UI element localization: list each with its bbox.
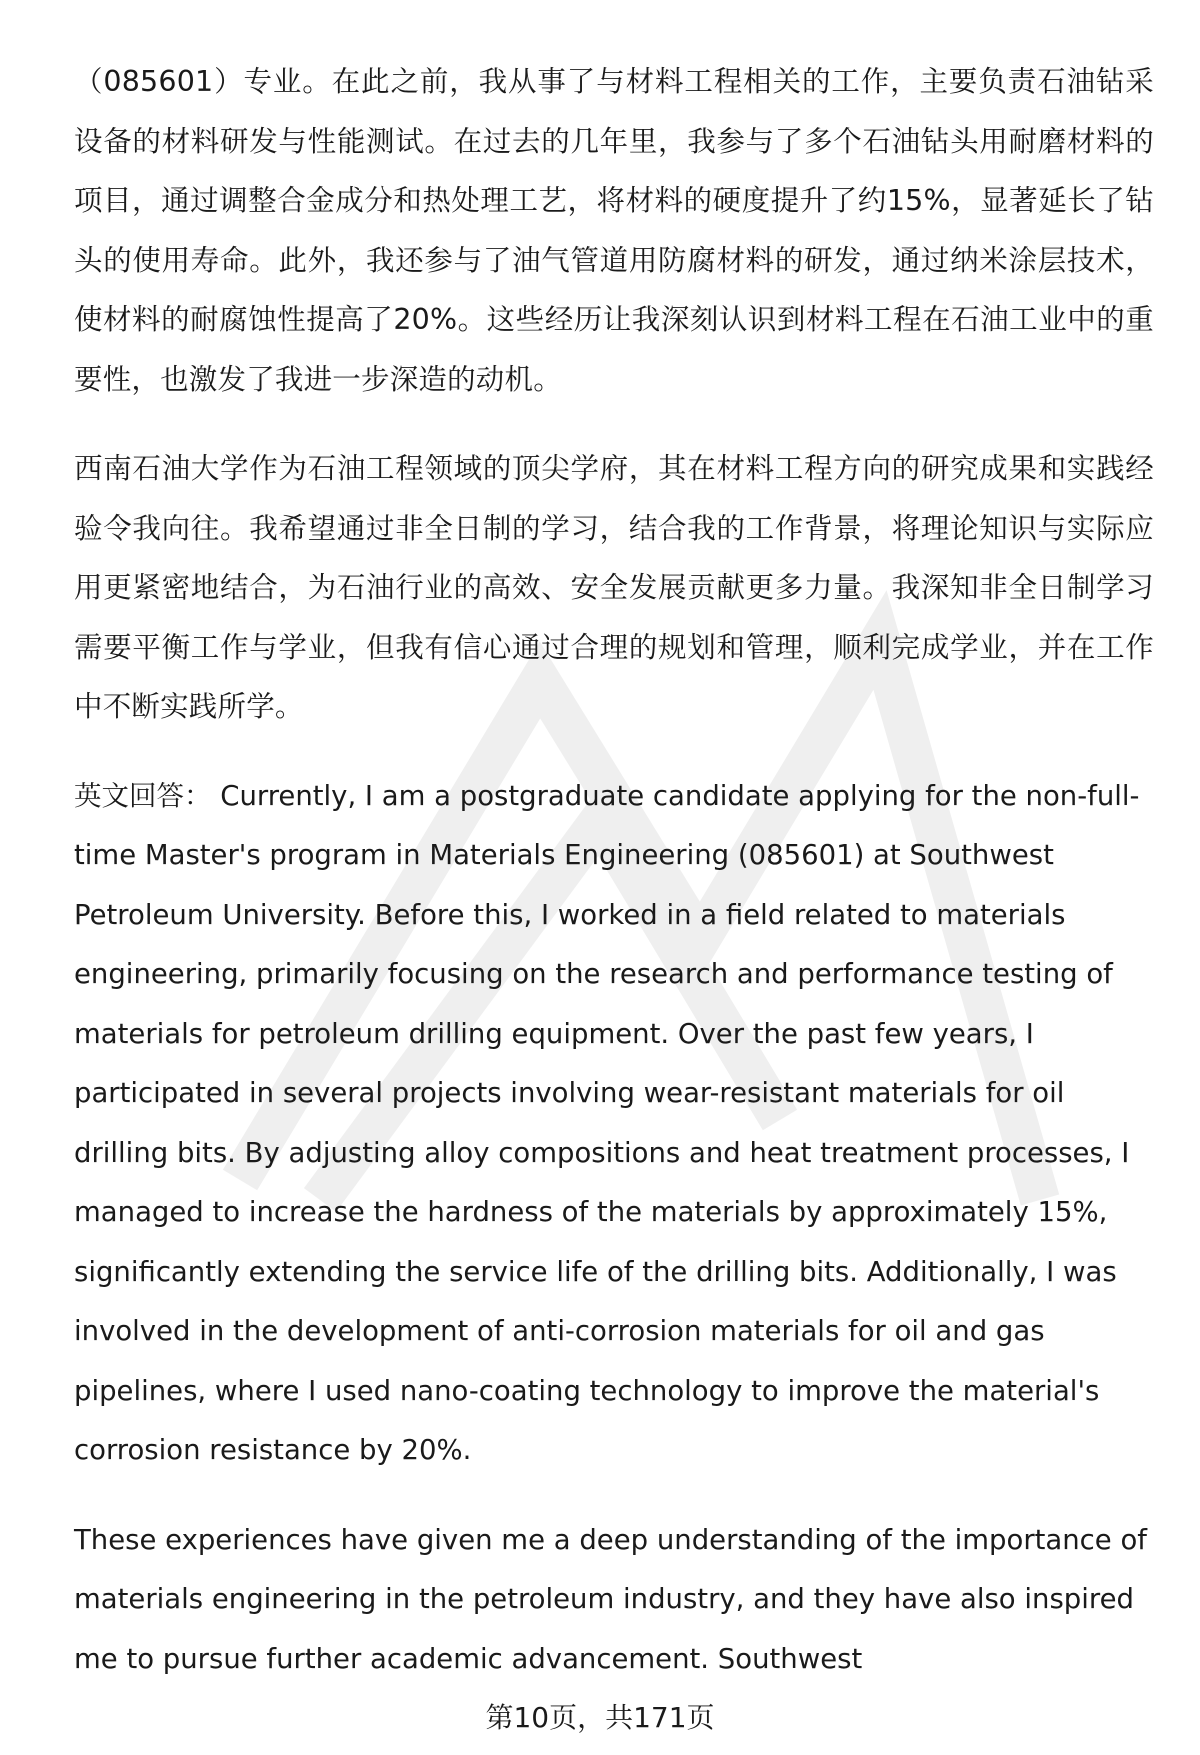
- document-body: [74, 52, 1154, 1719]
- page-footer: [0, 1698, 1200, 1738]
- paragraph-cn-2: 西南石油大学作为石油工程领域的顶尖学府，其在材料工程方向的研究成果和实践经验令我向往。我希望通过非全日制的学习，结合我的工作背景，将理论知识与实际应用更紧密地结合，为石油行业的高效、安全发展贡献更多力量。我深知非全日制学习需要平衡工作与学业，但我有信心通过合理的规划和管理，顺利完成学业，并在工作中不断实践所学。: [74, 452, 1154, 723]
- paragraph-en-2: These experiences have given me a deep understanding of the importance of materials engineering in the petroleum industry, and they have also inspired me to pursue further academic advancement. Southwest: [74, 1523, 1147, 1675]
- paragraph-en-1: 英文回答： Currently, I am a postgraduate candidate applying for the non-full-time Master's program in Materials Engineering (085601) at Southwest Petroleum University. Before this, I worked in a field related to materials engineering, primarily focusing on the research and performance testing of materials for petroleum drilling equipment. Over the past few years, I participated in several projects involving wear-resistant materials for oil drilling bits. By adjusting alloy compositions and heat treatment processes, I managed to increase the hardness of the materials by approximately 15%, significantly extending the service life of the drilling bits. Additionally, I was involved in the development of anti-corrosion materials for oil and gas pipelines, where I used nano-coating technology to improve the material's corrosion resistance by 20%.: [74, 779, 1140, 1466]
- paragraph-cn-1: （085601）专业。在此之前，我从事了与材料工程相关的工作，主要负责石油钻采设备的材料研发与性能测试。在过去的几年里，我参与了多个石油钻头用耐磨材料的项目，通过调整合金成分和热处理工艺，将材料的硬度提升了约15%，显著延长了钻头的使用寿命。此外，我还参与了油气管道用防腐材料的研发，通过纳米涂层技术，使材料的耐腐蚀性提高了20%。这些经历让我深刻认识到材料工程在石油工业中的重要性，也激发了我进一步深造的动机。: [74, 65, 1154, 396]
- page-number-label: 第10页，共171页: [485, 1701, 715, 1734]
